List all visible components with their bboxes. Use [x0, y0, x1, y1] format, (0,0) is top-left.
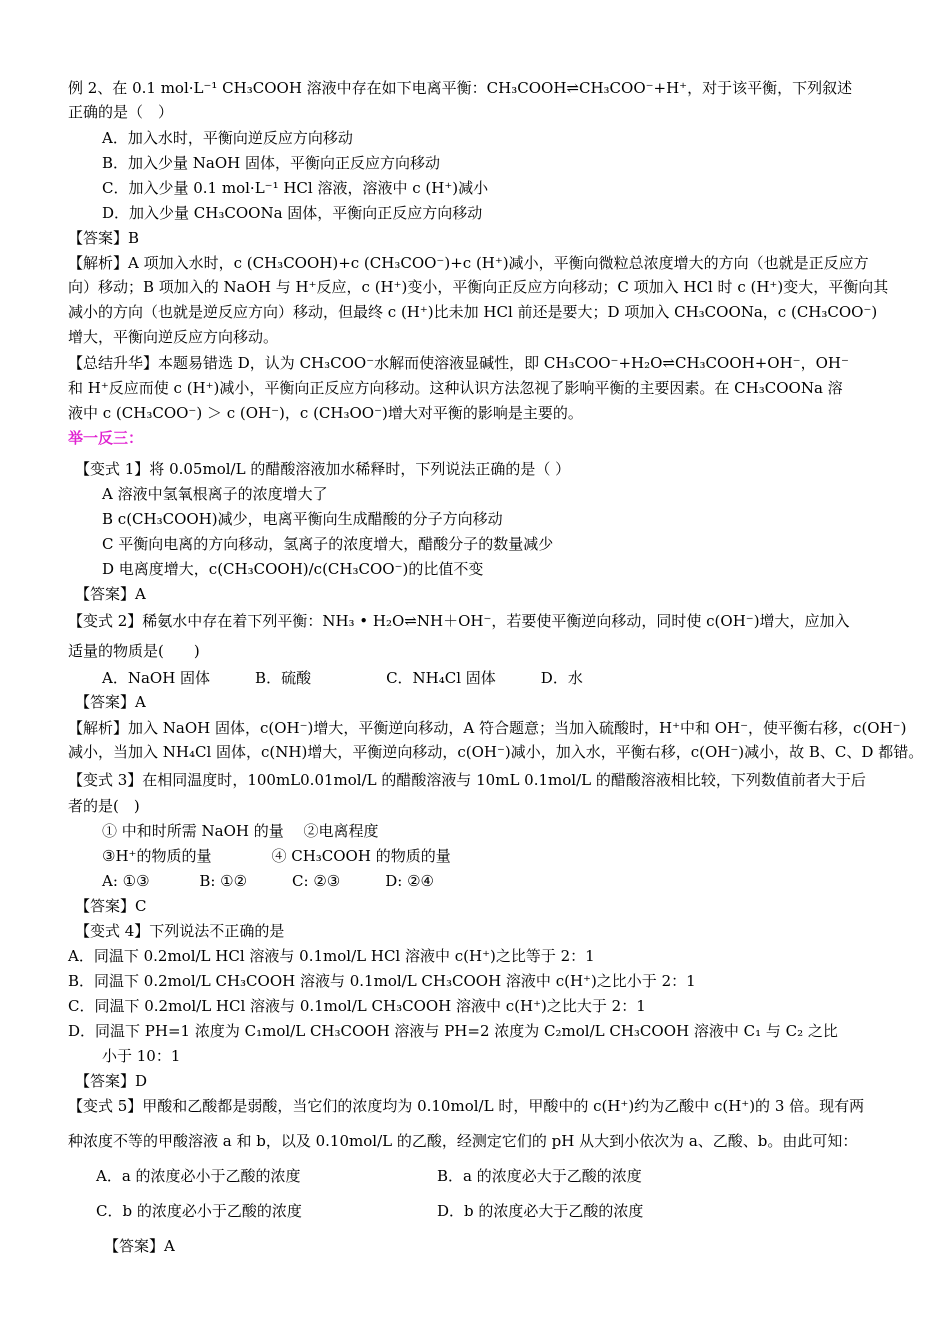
v1-option-c: C 平衡向电离的方向移动，氢离子的浓度增大，醋酸分子的数量减少 — [102, 535, 554, 553]
v4-option-c: C．同温下 0.2mol/L HCl 溶液与 0.1mol/L CH₃COOH 溶液中 c(H⁺)之比大于 2：1 — [68, 997, 646, 1015]
v5-option-a: A．a 的浓度必小于乙酸的浓度 — [96, 1167, 301, 1185]
ex2-option-d: D．加入少量 CH₃COONa 固体，平衡向正反应方向移动 — [102, 204, 483, 222]
v4-option-b: B．同温下 0.2mol/L CH₃COOH 溶液与 0.1mol/L CH₃COOH 溶液中 c(H⁺)之比小于 2：1 — [68, 972, 696, 990]
v2-options: A．NaOH 固体 B．硫酸 C．NH₄Cl 固体 D．水 — [102, 669, 583, 687]
v3-options: A: ①③ B: ①② C: ②③ D: ②④ — [102, 872, 434, 890]
v5-option-b: B．a 的浓度必大于乙酸的浓度 — [437, 1167, 642, 1185]
v3-items-line1: ① 中和时所需 NaOH 的量 ②电离程度 — [102, 822, 379, 840]
v5-question-line1: 【变式 5】甲酸和乙酸都是弱酸，当它们的浓度均为 0.10mol/L 时，甲酸中的 c(H⁺)约为乙酸中 c(H⁺)的 3 倍。现有两 — [68, 1097, 865, 1115]
v4-option-d-line2: 小于 10：1 — [102, 1047, 181, 1065]
v5-option-c: C．b 的浓度必小于乙酸的浓度 — [96, 1202, 302, 1220]
v5-answer: 【答案】A — [104, 1237, 175, 1255]
ex2-option-c: C．加入少量 0.1 mol·L⁻¹ HCl 溶液，溶液中 c (H⁺)减小 — [102, 179, 489, 197]
v3-question-line2: 者的是( ) — [68, 797, 140, 815]
v1-option-a: A 溶液中氢氧根离子的浓度增大了 — [102, 485, 328, 503]
ex2-explanation-line1: 【解析】A 项加入水时，c (CH₃COOH)+c (CH₃COO⁻)+c (H⁺)减小，平衡向微粒总浓度增大的方向（也就是正反应方 — [68, 254, 869, 272]
ex2-explanation-line3: 减小的方向（也就是逆反应方向）移动，但最终 c (H⁺)比未加 HCl 前还是要大；D 项加入 CH₃COONa，c (CH₃COO⁻) — [68, 303, 878, 321]
v2-question-line1: 【变式 2】稀氨水中存在着下列平衡：NH₃ • H₂O⇌NH＋OH⁻，若要使平衡逆向移动，同时使 c(OH⁻)增大，应加入 — [68, 612, 850, 630]
v3-items-line2: ③H⁺的物质的量 ④ CH₃COOH 的物质的量 — [102, 847, 451, 865]
v2-question-line2: 适量的物质是( ) — [68, 642, 200, 660]
v2-answer: 【答案】A — [75, 693, 146, 711]
v1-option-b: B c(CH₃COOH)减少，电离平衡向生成醋酸的分子方向移动 — [102, 510, 503, 528]
ex2-option-b: B．加入少量 NaOH 固体，平衡向正反应方向移动 — [102, 154, 441, 172]
ex2-summary-line1: 【总结升华】本题易错选 D，认为 CH₃COO⁻水解而使溶液显碱性，即 CH₃COO⁻+H₂O⇌CH₃COOH+OH⁻，OH⁻ — [68, 354, 849, 372]
ex2-explanation-line2: 向）移动；B 项加入的 NaOH 与 H⁺反应，c (H⁺)变小，平衡向正反应方向移动；C 项加入 HCl 时 c (H⁺)变大，平衡向其 — [68, 278, 889, 296]
ex2-summary-line2: 和 H⁺反应而使 c (H⁺)减小，平衡向正反应方向移动。这种认识方法忽视了影响平衡的主要因素。在 CH₃COONa 溶 — [68, 379, 843, 397]
v4-question: 【变式 4】下列说法不正确的是 — [75, 922, 285, 940]
ex2-question-line2: 正确的是（ ） — [68, 103, 174, 121]
v5-option-d: D．b 的浓度必大于乙酸的浓度 — [437, 1202, 644, 1220]
ex2-option-a: A．加入水时，平衡向逆反应方向移动 — [102, 129, 353, 147]
v1-question: 【变式 1】将 0.05mol/L 的醋酸溶液加水稀释时，下列说法正确的是（ ） — [75, 460, 571, 478]
ex2-summary-line3: 液中 c (CH₃COO⁻) ＞ c (OH⁻)，c (CH₃OO⁻)增大对平衡的影响是主要的。 — [68, 404, 583, 422]
v5-question-line2: 种浓度不等的甲酸溶液 a 和 b，以及 0.10mol/L 的乙酸，经测定它们的 pH 从大到小依次为 a、乙酸、b。由此可知： — [68, 1132, 858, 1150]
ex2-question-line1: 例 2、在 0.1 mol·L⁻¹ CH₃COOH 溶液中存在如下电离平衡：CH₃COOH⇌CH₃COO⁻+H⁺，对于该平衡，下列叙述 — [68, 79, 853, 97]
v3-answer: 【答案】C — [75, 897, 147, 915]
v2-explanation-line2: 减小，当加入 NH₄Cl 固体，c(NH)增大，平衡逆向移动，c(OH⁻)减小，加入水，平衡右移，c(OH⁻)减小，故 B、C、D 都错。 — [68, 743, 924, 761]
v1-answer: 【答案】A — [75, 585, 146, 603]
v2-explanation-line1: 【解析】加入 NaOH 固体，c(OH⁻)增大，平衡逆向移动，A 符合题意；当加入硫酸时，H⁺中和 OH⁻，使平衡右移，c(OH⁻) — [68, 719, 907, 737]
section-heading: 举一反三： — [68, 429, 144, 447]
v4-option-a: A．同温下 0.2mol/L HCl 溶液与 0.1mol/L HCl 溶液中 c(H⁺)之比等于 2：1 — [68, 947, 595, 965]
ex2-answer: 【答案】B — [68, 229, 140, 247]
v4-option-d-line1: D．同温下 PH=1 浓度为 C₁mol/L CH₃COOH 溶液与 PH=2 浓度为 C₂mol/L CH₃COOH 溶液中 C₁ 与 C₂ 之比 — [68, 1022, 838, 1040]
v1-option-d: D 电离度增大，c(CH₃COOH)/c(CH₃COO⁻)的比值不变 — [102, 560, 484, 578]
v3-question-line1: 【变式 3】在相同温度时，100mL0.01mol/L 的醋酸溶液与 10mL 0.1mol/L 的醋酸溶液相比较，下列数值前者大于后 — [68, 771, 866, 789]
v4-answer: 【答案】D — [75, 1072, 148, 1090]
ex2-explanation-line4: 增大，平衡向逆反应方向移动。 — [68, 328, 279, 346]
